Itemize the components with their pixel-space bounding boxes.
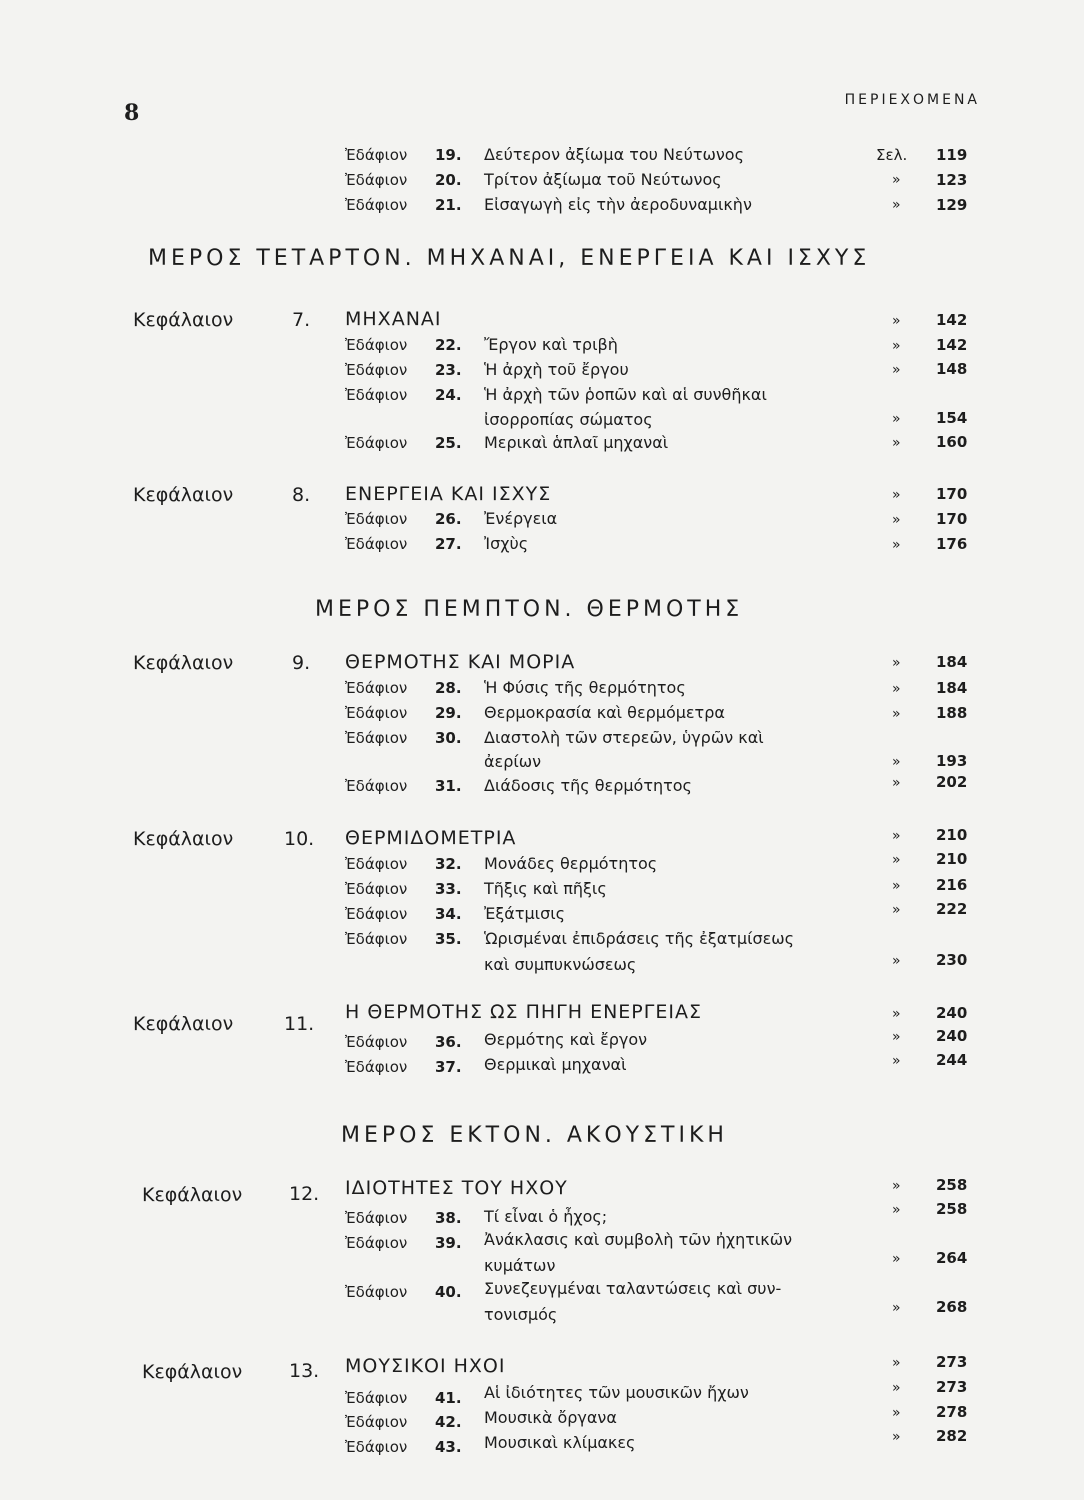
chapter-label: Κεφάλαιον — [133, 309, 234, 331]
section-title-continued: ἀερίων — [484, 752, 542, 771]
section-title-continued: κυμάτων — [484, 1256, 556, 1275]
ditto-mark: » — [892, 1202, 901, 1218]
ditto-mark: » — [892, 1029, 901, 1045]
page-ref: 210 — [936, 850, 968, 868]
section-title: Διάδοσις τῆς θερμότητος — [484, 776, 692, 795]
section-label: Ἐδάφιον — [345, 361, 408, 379]
page-ref: 273 — [936, 1353, 968, 1371]
section-label: Ἐδάφιον — [345, 855, 408, 873]
section-title: Ἀνάκλασις καὶ συμβολὴ τῶν ἠχητικῶν — [484, 1230, 793, 1249]
ditto-mark: » — [892, 1405, 901, 1421]
section-number: 32. — [435, 855, 462, 873]
section-number: 25. — [435, 434, 462, 452]
section-number: 34. — [435, 905, 462, 923]
ditto-mark: » — [892, 775, 901, 791]
section-label: Ἐδάφιον — [345, 777, 408, 795]
section-number: 35. — [435, 930, 462, 948]
section-label: Ἐδάφιον — [345, 1033, 408, 1051]
page-ref: 184 — [936, 679, 968, 697]
chapter-label: Κεφάλαιον — [142, 1184, 243, 1206]
section-number: 42. — [435, 1413, 462, 1431]
ditto-mark: » — [892, 754, 901, 770]
chapter-title: Η ΘΕΡΜΟΤΗΣ ΩΣ ΠΗΓΗ ΕΝΕΡΓΕΙΑΣ — [345, 1001, 702, 1023]
page-prefix: Σελ. — [876, 146, 908, 164]
page-ref: 230 — [936, 951, 968, 969]
section-label: Ἐδάφιον — [345, 1389, 408, 1407]
section-number: 37. — [435, 1058, 462, 1076]
page-ref: 216 — [936, 876, 968, 894]
section-title: Ἡ ἀρχὴ τῶν ῥοπῶν καὶ αἱ συνθῆκαι — [484, 385, 767, 404]
page-ref: 193 — [936, 752, 968, 770]
page-ref: 176 — [936, 535, 968, 553]
page-ref: 258 — [936, 1176, 968, 1194]
ditto-mark: » — [892, 655, 901, 671]
ditto-mark: » — [892, 1429, 901, 1445]
section-label: Ἐδάφιον — [345, 386, 408, 404]
chapter-number: 12. — [289, 1183, 320, 1205]
section-label: Ἐδάφιον — [345, 1413, 408, 1431]
section-number: 30. — [435, 729, 462, 747]
section-title: Ἰσχὺς — [484, 534, 529, 553]
ditto-mark: » — [892, 852, 901, 868]
ditto-mark: » — [892, 411, 901, 427]
chapter-title: ΕΝΕΡΓΕΙΑ ΚΑΙ ΙΣΧΥΣ — [345, 483, 552, 505]
page-ref: 188 — [936, 704, 968, 722]
section-number: 20. — [435, 171, 462, 189]
ditto-mark: » — [892, 878, 901, 894]
chapter-title: ΘΕΡΜΟΤΗΣ ΚΑΙ ΜΟΡΙΑ — [345, 651, 576, 673]
ditto-mark: » — [892, 313, 901, 329]
section-label: Ἐδάφιον — [345, 1234, 408, 1252]
ditto-mark: » — [892, 1300, 901, 1316]
section-title: Τῆξις καὶ πῆξις — [484, 879, 607, 898]
ditto-mark: » — [892, 1355, 901, 1371]
page-ref: 123 — [936, 171, 968, 189]
section-label: Ἐδάφιον — [345, 1283, 408, 1301]
section-number: 21. — [435, 196, 462, 214]
section-number: 40. — [435, 1283, 462, 1301]
section-number: 19. — [435, 146, 462, 164]
section-title: Ὡρισμέναι ἐπιδράσεις τῆς ἐξατμίσεως — [484, 929, 795, 948]
page-ref: 142 — [936, 311, 968, 329]
section-title: Εἰσαγωγὴ εἰς τὴν ἀεροδυναμικὴν — [484, 195, 752, 214]
section-label: Ἐδάφιον — [345, 171, 408, 189]
section-title: Ἔργον καὶ τριβὴ — [484, 335, 618, 354]
section-title: Ἡ ἀρχὴ τοῦ ἔργου — [484, 360, 629, 379]
chapter-label: Κεφάλαιον — [133, 652, 234, 674]
ditto-mark: » — [892, 512, 901, 528]
section-number: 26. — [435, 510, 462, 528]
section-title: Θερμοκρασία καὶ θερμόμετρα — [484, 703, 725, 722]
section-title: Ἐνέργεια — [484, 509, 558, 528]
ditto-mark: » — [892, 681, 901, 697]
section-number: 24. — [435, 386, 462, 404]
section-number: 29. — [435, 704, 462, 722]
section-title: Αἱ ἰδιότητες τῶν μουσικῶν ἤχων — [484, 1383, 749, 1402]
page-ref: 170 — [936, 510, 968, 528]
section-label: Ἐδάφιον — [345, 930, 408, 948]
section-title: Τί εἶναι ὁ ἦχος; — [484, 1207, 608, 1226]
chapter-label: Κεφάλαιον — [133, 828, 234, 850]
page-ref: 119 — [936, 146, 968, 164]
chapter-title: ΙΔΙΟΤΗΤΕΣ ΤΟΥ ΗΧΟΥ — [345, 1177, 568, 1199]
page-ref: 278 — [936, 1403, 968, 1421]
ditto-mark: » — [892, 172, 901, 188]
chapter-title: ΜΗΧΑΝΑΙ — [345, 308, 442, 330]
section-number: 27. — [435, 535, 462, 553]
page-ref: 240 — [936, 1027, 968, 1045]
section-label: Ἐδάφιον — [345, 704, 408, 722]
section-title: Τρίτον ἀξίωμα τοῦ Νεύτωνος — [484, 170, 722, 189]
ditto-mark: » — [892, 953, 901, 969]
section-title: Θερμότης καὶ ἔργον — [484, 1030, 648, 1049]
page-ref: 258 — [936, 1200, 968, 1218]
ditto-mark: » — [892, 1178, 901, 1194]
chapter-number: 11. — [284, 1013, 315, 1035]
ditto-mark: » — [892, 435, 901, 451]
page-ref: 148 — [936, 360, 968, 378]
section-title: Ἐξάτμισις — [484, 904, 566, 923]
page-ref: 142 — [936, 336, 968, 354]
section-title-continued: ἰσορροπίας σώματος — [484, 410, 653, 429]
running-header: ΠΕΡΙΕΧΟΜΕΝΑ — [844, 92, 980, 108]
section-title-continued: καὶ συμπυκνώσεως — [484, 955, 637, 974]
chapter-number: 8. — [292, 484, 311, 506]
ditto-mark: » — [892, 338, 901, 354]
section-title: Θερμικαὶ μηχαναὶ — [484, 1055, 627, 1074]
section-number: 41. — [435, 1389, 462, 1407]
section-title: Δεύτερον ἀξίωμα του Νεύτωνος — [484, 145, 744, 164]
page-ref: 244 — [936, 1051, 968, 1069]
ditto-mark: » — [892, 1380, 901, 1396]
section-label: Ἐδάφιον — [345, 1058, 408, 1076]
chapter-title: ΘΕΡΜΙΔΟΜΕΤΡΙΑ — [345, 827, 517, 849]
ditto-mark: » — [892, 902, 901, 918]
section-number: 22. — [435, 336, 462, 354]
page-ref: 170 — [936, 485, 968, 503]
page-ref: 273 — [936, 1378, 968, 1396]
section-label: Ἐδάφιον — [345, 880, 408, 898]
ditto-mark: » — [892, 706, 901, 722]
section-label: Ἐδάφιον — [345, 729, 408, 747]
chapter-number: 7. — [292, 309, 311, 331]
section-number: 28. — [435, 679, 462, 697]
part-title: ΜΕΡΟΣ ΤΕΤΑΡΤΟΝ. ΜΗΧΑΝΑΙ, ΕΝΕΡΓΕΙΑ ΚΑΙ ΙΣΧΥΣ — [148, 246, 871, 271]
section-number: 36. — [435, 1033, 462, 1051]
page-ref: 264 — [936, 1249, 968, 1267]
section-title: Μουσικὰ ὄργανα — [484, 1408, 617, 1427]
section-number: 31. — [435, 777, 462, 795]
page-ref: 222 — [936, 900, 968, 918]
section-title: Συνεζευγμέναι ταλαντώσεις καὶ συν- — [484, 1279, 782, 1298]
part-title: ΜΕΡΟΣ ΠΕΜΠΤΟΝ. ΘΕΡΜΟΤΗΣ — [315, 597, 744, 622]
section-title: Μερικαὶ ἁπλαῖ μηχαναὶ — [484, 433, 669, 452]
chapter-number: 10. — [284, 828, 315, 850]
section-number: 38. — [435, 1209, 462, 1227]
section-label: Ἐδάφιον — [345, 434, 408, 452]
ditto-mark: » — [892, 828, 901, 844]
part-title: ΜΕΡΟΣ ΕΚΤΟΝ. ΑΚΟΥΣΤΙΚΗ — [341, 1123, 728, 1148]
ditto-mark: » — [892, 1251, 901, 1267]
page-ref: 210 — [936, 826, 968, 844]
section-label: Ἐδάφιον — [345, 510, 408, 528]
section-title: Μουσικαὶ κλίμακες — [484, 1433, 636, 1452]
section-number: 23. — [435, 361, 462, 379]
page-ref: 129 — [936, 196, 968, 214]
section-number: 43. — [435, 1438, 462, 1456]
section-title: Μονάδες θερμότητος — [484, 854, 658, 873]
section-label: Ἐδάφιον — [345, 146, 408, 164]
page-ref: 184 — [936, 653, 968, 671]
ditto-mark: » — [892, 197, 901, 213]
ditto-mark: » — [892, 362, 901, 378]
chapter-label: Κεφάλαιον — [133, 484, 234, 506]
page-ref: 154 — [936, 409, 968, 427]
page-ref: 268 — [936, 1298, 968, 1316]
page-number: 8 — [124, 100, 140, 126]
section-title: Ἡ Φύσις τῆς θερμότητος — [484, 678, 686, 697]
ditto-mark: » — [892, 537, 901, 553]
chapter-label: Κεφάλαιον — [133, 1013, 234, 1035]
section-title-continued: τονισμός — [484, 1305, 558, 1324]
ditto-mark: » — [892, 487, 901, 503]
section-label: Ἐδάφιον — [345, 679, 408, 697]
section-label: Ἐδάφιον — [345, 535, 408, 553]
ditto-mark: » — [892, 1053, 901, 1069]
section-number: 39. — [435, 1234, 462, 1252]
chapter-number: 9. — [292, 652, 311, 674]
section-label: Ἐδάφιον — [345, 1438, 408, 1456]
section-title: Διαστολὴ τῶν στερεῶν, ὑγρῶν καὶ — [484, 728, 764, 747]
chapter-title: ΜΟΥΣΙΚΟΙ ΗΧΟΙ — [345, 1355, 506, 1377]
section-label: Ἐδάφιον — [345, 336, 408, 354]
section-label: Ἐδάφιον — [345, 905, 408, 923]
chapter-label: Κεφάλαιον — [142, 1361, 243, 1383]
section-number: 33. — [435, 880, 462, 898]
section-label: Ἐδάφιον — [345, 196, 408, 214]
ditto-mark: » — [892, 1006, 901, 1022]
chapter-number: 13. — [289, 1360, 320, 1382]
section-label: Ἐδάφιον — [345, 1209, 408, 1227]
page-ref: 202 — [936, 773, 968, 791]
page-ref: 160 — [936, 433, 968, 451]
page-ref: 282 — [936, 1427, 968, 1445]
page-ref: 240 — [936, 1004, 968, 1022]
